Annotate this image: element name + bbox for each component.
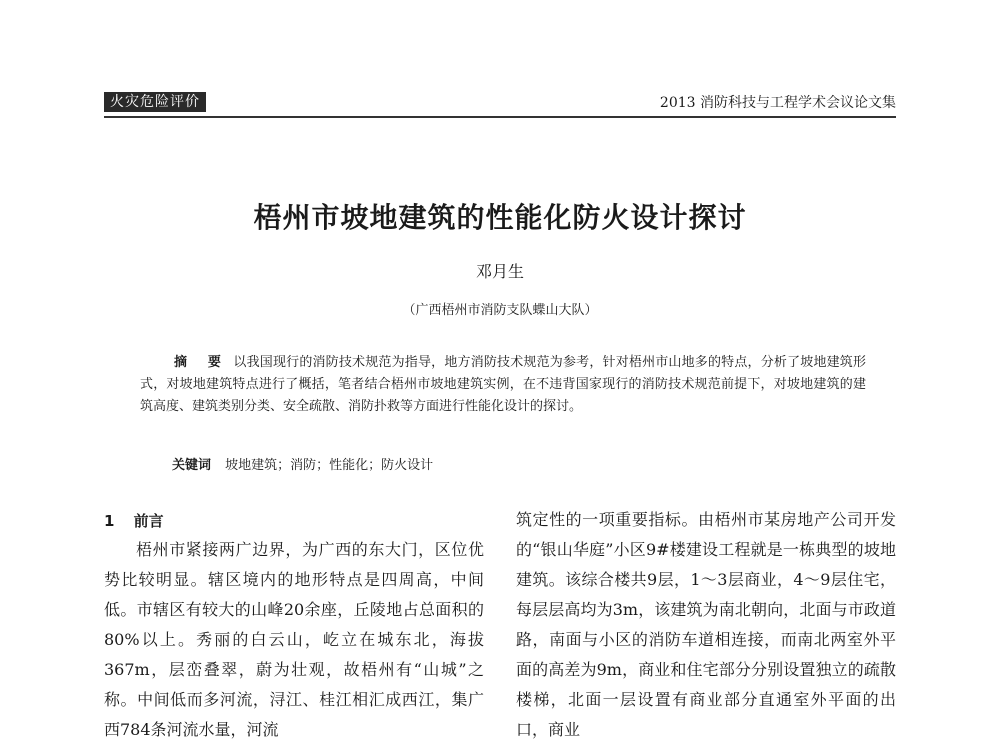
- abstract-text: 以我国现行的消防技术规范为指导，地方消防技术规范为参考，针对梧州市山地多的特点，分析了坡地建筑形式，对坡地建筑特点进行了概括，笔者结合梧州市坡地建筑实例，在不违背国家现行的消防技术规范前提下，对坡地建筑的建筑高度、建筑类别分类、安全疏散、消防扑救等方面进行性能化设计的探讨。: [140, 355, 866, 414]
- keywords: [172, 456, 872, 476]
- section-tag: 火灾危险评价: [104, 92, 206, 112]
- left-paragraph: 梧州市紧接两广边界，为广西的东大门，区位优势比较明显。辖区境内的地形特点是四周高，中间低。市辖区有较大的山峰20余座，丘陵地占总面积的80%以上。秀丽的白云山，屹立在城东北，海拔367m，层峦叠翠，蔚为壮观，故梧州有“山城”之称。中间低而多河流，浔江、桂江相汇成西江，集广西784条河流水量，河流: [104, 540, 484, 739]
- left-column: [104, 535, 484, 745]
- section-heading: [104, 511, 164, 531]
- section-title: 前言: [133, 512, 164, 530]
- abstract-label: 摘 要: [174, 355, 230, 370]
- affiliation: （广西梧州市消防支队蝶山大队）: [402, 303, 598, 318]
- abstract: [140, 352, 866, 418]
- header-rule: [104, 116, 896, 118]
- keywords-text: 坡地建筑；消防；性能化；防火设计: [225, 458, 434, 473]
- article-title: 梧州市坡地建筑的性能化防火设计探讨: [253, 201, 747, 234]
- author: 邓月生: [475, 262, 524, 281]
- right-column: [516, 505, 896, 745]
- right-paragraph: 筑定性的一项重要指标。由梧州市某房地产公司开发的“银山华庭”小区9#楼建设工程就是一栋典型的坡地建筑。该综合楼共9层，1～3层商业，4～9层住宅，每层层高均为3m，该建筑为南北朝向，北面与市政道路，南面与小区的消防车道相连接，而南北两室外平面的高差为9m，商业和住宅部分分别设置独立的疏散楼梯，北面一层设置有商业部分直通室外平面的出口，商业: [516, 510, 896, 739]
- section-number: 1: [104, 512, 115, 530]
- keywords-label: 关键词: [172, 458, 212, 473]
- journal-title: 2013 消防科技与工程学术会议论文集: [659, 95, 896, 111]
